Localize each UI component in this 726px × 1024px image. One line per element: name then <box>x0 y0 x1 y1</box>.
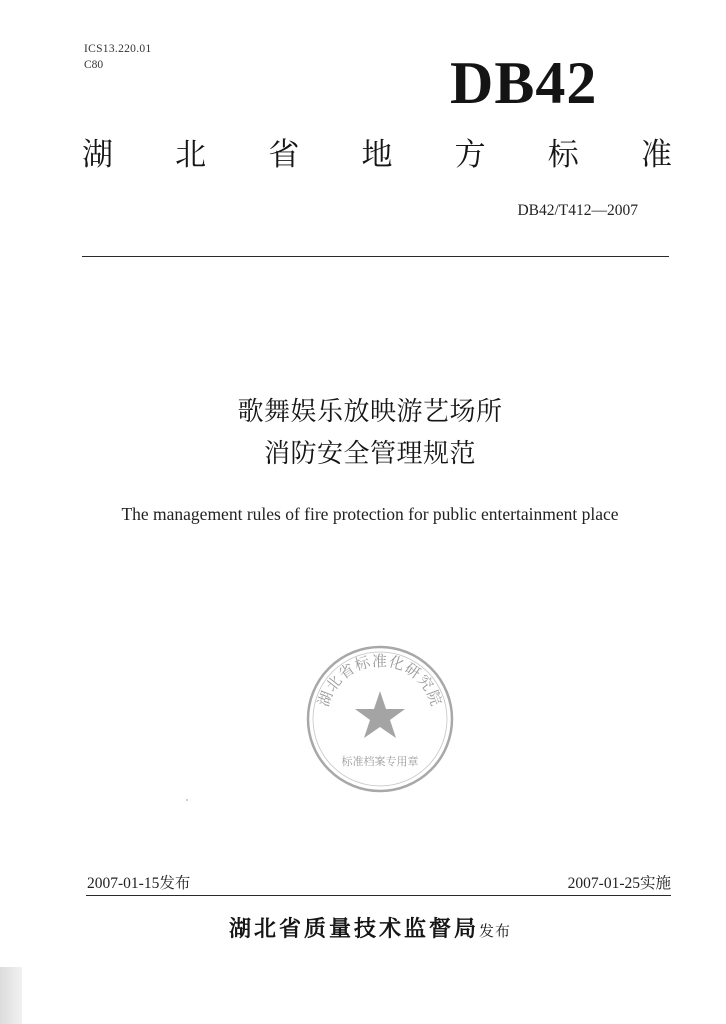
publisher-suffix: 发布 <box>479 922 512 940</box>
seal-star-icon <box>355 691 405 738</box>
publisher-line <box>0 912 726 949</box>
ics-code: ICS13.220.01 <box>84 43 152 55</box>
chinese-title-line-2: 消防安全管理规范 <box>263 439 476 469</box>
issue-date: 2007-01-15发布 <box>87 875 191 892</box>
english-title: The management rules of fire protection for public entertainment place <box>121 504 619 524</box>
publisher-name: 湖北省质量技术监督局 <box>228 917 479 942</box>
seal-inner-text: 标准档案专用章 <box>341 755 419 768</box>
standard-code-logo: DB42 <box>450 50 598 116</box>
standard-type-title <box>82 133 672 177</box>
standard-type-char: 标 <box>547 137 579 173</box>
standard-type-char: 湖 <box>82 137 113 173</box>
standard-type-char: 方 <box>454 137 486 173</box>
official-seal-stamp <box>304 643 456 795</box>
footer-divider <box>86 895 671 896</box>
standard-number: DB42/T412—2007 <box>517 202 638 219</box>
standard-type-char: 地 <box>361 137 393 173</box>
standard-type-char: 北 <box>175 137 207 173</box>
implementation-date: 2007-01-25实施 <box>567 875 671 892</box>
scan-edge-shadow <box>0 967 22 1024</box>
scan-speck <box>186 799 188 801</box>
seal-outer-text: 湖北省标准化研究院 <box>314 651 446 710</box>
chinese-title <box>0 391 726 475</box>
header-divider <box>82 256 669 257</box>
ccs-code: C80 <box>84 59 104 71</box>
standard-type-char: 省 <box>268 137 300 173</box>
standard-type-char: 准 <box>640 137 672 173</box>
chinese-title-line-1: 歌舞娱乐放映游艺场所 <box>237 397 503 427</box>
